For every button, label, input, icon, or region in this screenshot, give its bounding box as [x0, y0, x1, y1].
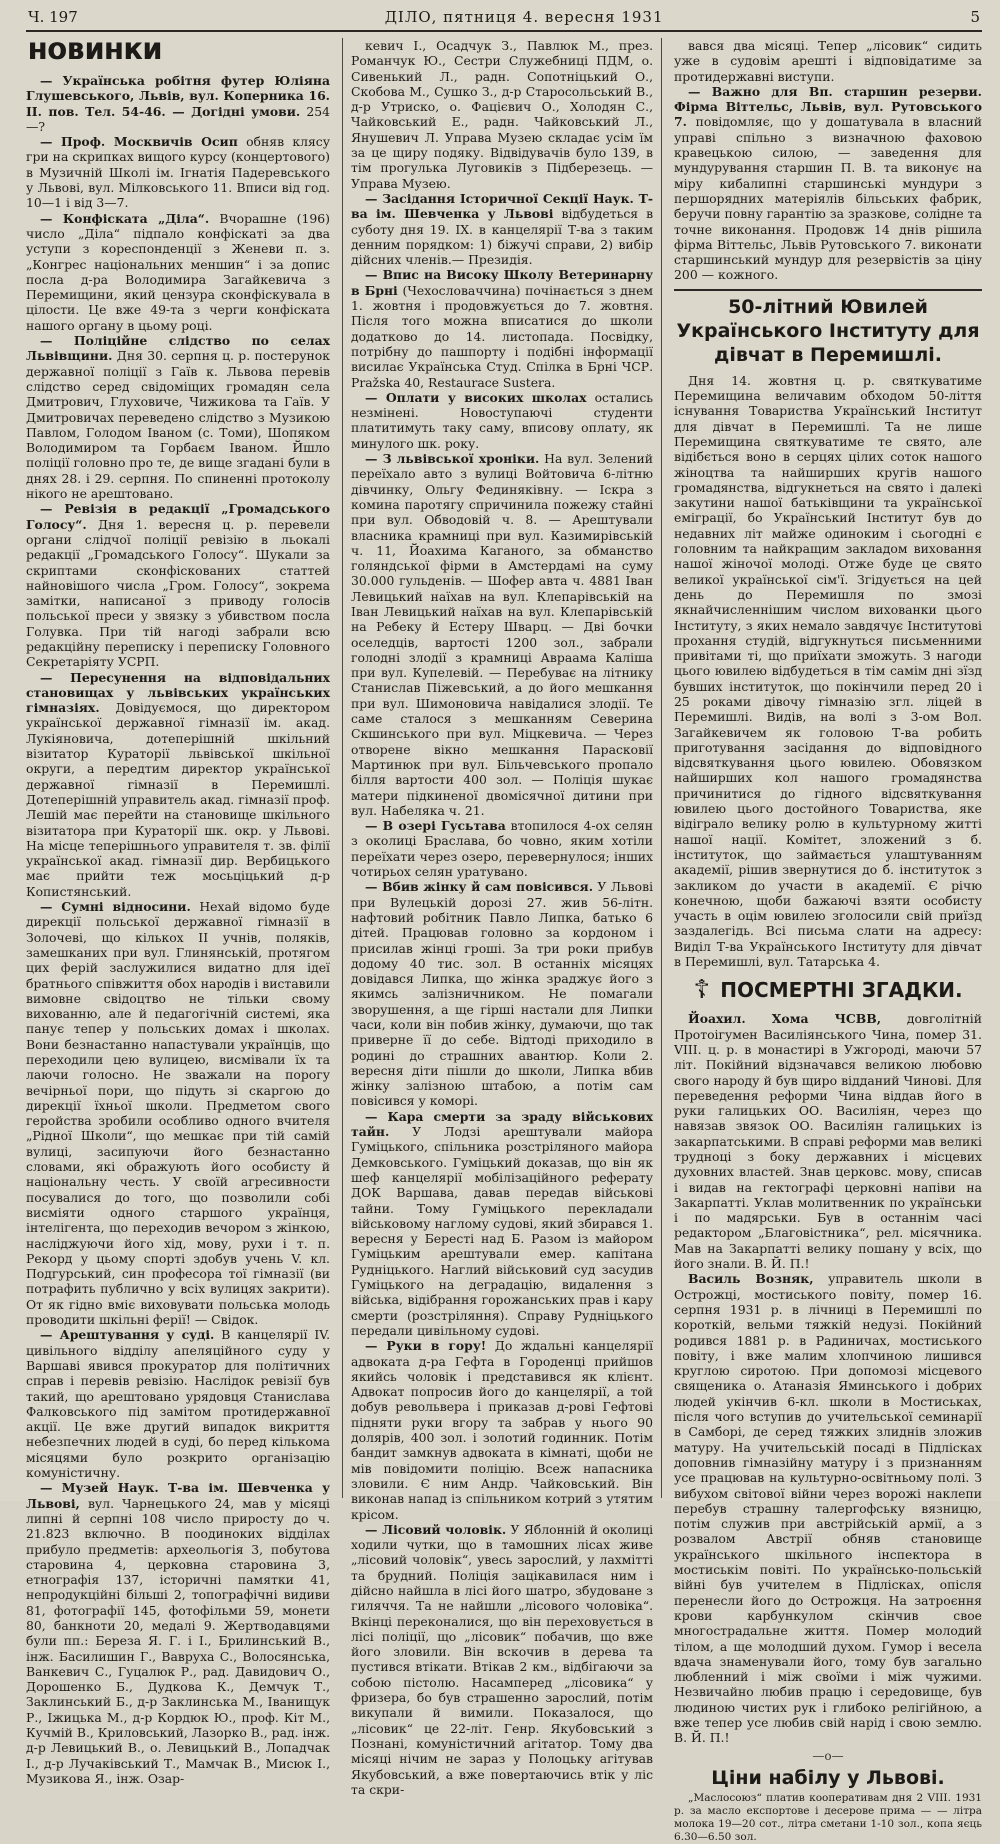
article-paragraph	[351, 1522, 653, 1797]
column-1	[26, 38, 331, 1786]
article-paragraph	[26, 501, 330, 669]
article-paragraph	[351, 879, 653, 1108]
article-headline: — Руки в гору!	[365, 1338, 487, 1354]
obituary-title: ПОСМЕРТНІ ЗГАДКИ.	[720, 978, 963, 1003]
article-text: повідомляє, що у дошатувала в власний управі спільно з визначною фаховою кравецькою силою, — заведення для мундурування старшин П. В. та виконує на міру кибалипні старшинські мундури з першорядних матеріялів більських фабрик, беручи повну гарантію за зразкове, солідне та точне виконання. Продовж 14 днів рішила фірма Віттельс, Львів Рутовського 7. виконати старшинський мундур для резервістів за ціну 200 — кожного.	[674, 114, 982, 283]
article-headline: — Лісовий чоловік.	[365, 1521, 507, 1537]
article-paragraph	[351, 1338, 653, 1522]
article-text: управитель школи в Острожці, мостиського повіту, помер 16. серпня 1931 р. в лічниці в Перемишлі по короткій, вельми тяжкій недузі. Покійний родився 1881 р. в Радиничах, мостиського повіту, і вже малим хлопчиною лишився круглою сиротою. При допомозі місцевого священика о. Атаназія Яминського і добрих людей укінчив 6-кл. школи в Мостиськах, після чого вступив до учительської семинарії в Самборі, де серед тяжких злиднів зложив матуру. На учительській посаді в Підлісках доповнив гімназійну матуру і з признанням усе працював на культурно-освітньому полі. З вибухом світової війни через ворожі наклепи перебув страшну талергофську вязницю, потім служив при австрійській армії, а з розвалом Австрії обняв становище українського шкільного інспектора в мостиськім повіті. По українсько-польській війні був учителем в Підлісках, опісля перенесли його до Острожця. На затроєння крови карбункулом скінчив свое многострадальне життя. Помер молодий тілом, а ще молодший духом. Гумор і весела вдача знаменували його, тому був загально любленний і між своїми і між чужими. Незвичайно любив працю і середовище, був людиною чистих рук і глибоко релігійною, а вже тепер усе любив свій нарід і свою землю. В. Й. П.!	[674, 1271, 982, 1746]
article-headline: — Засідання Історичної Секції Наук. Т-ва ім. Шевченка у Львові	[351, 190, 654, 222]
article-paragraph	[351, 267, 653, 389]
article-headline: — Конфіската „Діла“.	[40, 210, 210, 226]
jubilee-title: 50-літний Ювилей Українського Інституту для дівчат в Перемишлі.	[674, 289, 982, 367]
article-headline: Василь Возняк,	[688, 1271, 814, 1287]
article-paragraph	[26, 1327, 330, 1480]
article-text: (Чехословаччина) почінається з днем 1. жовтня і продовжується до 7. жовтня. Після того можна вписатися до школи додатково до 14. листопада. Посвідку, потрібну до пашпорту і подібні інформації висилає Українська Студ. Спілка в Брні ЧСР. Pražska 40, Restaurace Sustera.	[351, 282, 654, 390]
article-headline: — Пересунення на відповідальних становищах у львівських українських гімназіях.	[26, 669, 331, 716]
article-headline: — Оплати у високих школах	[365, 389, 587, 405]
issue-number: Ч. 197	[28, 8, 78, 26]
article-headline: — Поліційне слідство по селах Львівщини.	[26, 333, 331, 364]
article-paragraph	[26, 670, 330, 899]
orthodox-cross-icon: ☦	[693, 975, 711, 1006]
article-headline: — Українська робітня футер Юліяна Глушевського, Львів, вул. Коперника 16. II. пов. Тел. 54-46. — Догідні умови.	[26, 73, 331, 119]
separator-ornament: —o—	[812, 1748, 844, 1763]
article-headline: — Проф. Москвичів Осип	[40, 134, 238, 150]
article-headline: — З львівської хроніки.	[365, 451, 540, 467]
article-paragraph	[674, 1271, 982, 1745]
column-2	[342, 38, 662, 1797]
article-paragraph	[26, 211, 330, 333]
column-3-top-articles	[674, 38, 982, 283]
article-text: Дня 14. жовтня ц. р. святкуватиме Перемищина величавим обходом 50-ліття існування Товариства Український Інститут для дівчат в Перемишлі. Та не лише Перемищина святкуватиме те свято, але відібється воно в серцях цілих соток нашого жіноцтва та найширших кругів нашого громадянства, відгукнеться на свято і далекі закутини нашої батьківщини та української еміграції, бо Український Інститут був до недавних літ майже одиноким і сьогодні є головним та найкращим закладом виховання нашої жіночої молоді. Отже буде це свято великої української сім'ї. Згідується на цей день до Перемишля по змозі якнайчисленнішим числом вихованки цього Інституту, з яких немало завдячує Інститутові прохання студій, відгукнуться письменними привітами ті, що приїхати зможуть. З нагоди цього ювилею відбудеться в тім самім дні зїзд бувших інституток, що покінчили перед 20 і 25 роками дівочу гімназію згл. ліцей в Перемишлі. Видів, на волі з 3-ом Вол. Загайкевичем як головою Т-ва робить приготування засідання до відповідного відсвяткування цього ювилею. Обовязком найширших кол нашого громадянства причинитися до гідного відсвяткування ювилею цього достойного Товариства, яке відіграло велику ролю в культурному житті нашої нації. Комітет, зложений з б. інституток, що займається улаштуванням академії, рішив звернутися до б. інституток з закликом до участи в академії. Є річю конечною, щоби бажаючі взяти особисту участь в оцім ювилею зголосили свій приїзд заздалегідь. Всі письма слати на адресу: Виділ Т-ва Українського Інституту для дівчат в Перемишлі, вул. Татарська 4.	[674, 372, 982, 970]
news-section-title: НОВИНКИ	[28, 40, 163, 65]
article-text: У Львові при Вулецькій дорозі 27. жив 56-літн. нафтовий робітник Павло Липка, батько 6 дітей. Працював головно за кордоном і присилав жінці гроші. За три роки прибув додому 40 тис. зол. В останніх місяцях довідався Липка, що жінка зраджує його з якимсь залізничником. Не помагали зворушення, а ще гірші настали для Липки часи, коли він побив жінку, думаючи, що так приверне її до себе. Відтоді приходило в родині до страшних авантюр. Коли 2. вересня діти пішли до школи, Липка вбив жінку залізною штабою, а потім сам повісився у коморі.	[351, 879, 654, 1109]
article-paragraph	[351, 38, 653, 191]
article-text: У Лодзі арештували майора Гуміцького, спільника розстріляного майора Демковського. Гуміцький доказав, що він як шеф канцелярії мобілізаційного реферату ДОК Варшава, давав передав військові тайни. Тому Гуміцького перекладали військовому наглому судові, який збирався 1. вересня у Бересті над Б. Разом із майором Гуміцьким арештували емер. капітана Рудніцького. Наглий військовий суд засудив Гуміцького на деградацію, видалення з війська, відібрання горожанських прав і кару смерти (розстріляння). Справу Рудніцького передали цивільному судові.	[351, 1124, 654, 1338]
article-headline: — Кара смерти за зраду військових тайн.	[351, 1108, 654, 1140]
article-paragraph	[26, 333, 330, 501]
article-paragraph	[351, 818, 653, 879]
article-text: До ждальні канцелярії адвоката д-ра Гефта в Городенці прийшов якийсь чоловік і представився як клієнт. Адвокат попросив його до канцелярії, а той добув револьвера і приказав д-рові Гефтові підняти руки вгору та забрав у нього 90 долярів, 400 зол. і золотий годинник. Потім бандит замкнув адвоката в кімнаті, щоби не мів повідомити поліцію. Всеж напасника зловили. Є ним Андр. Чайковський. Він виконав напад із спільником котрий з утятим крісом.	[351, 1338, 654, 1522]
article-paragraph	[26, 899, 330, 1327]
article-paragraph	[26, 73, 330, 134]
article-paragraph	[674, 373, 982, 970]
article-text: В канцелярії IV. цивільного відділу апеляційного суду у Варшаві явився прокуратор для політичних справ і перевів ревізію. Наслідок ревізії був такий, що арештовано урядовця Станислава Фалковського під замітом протидержавної акції. Це вже другий випадок викриття небезпечних людей в суді, бо перед кількома місяцями було розкрито організацію комуністичну.	[26, 1327, 331, 1481]
article-paragraph	[674, 38, 982, 84]
article-text: Дня 1. вересня ц. р. перевели органи слідчої поліції ревізію в льокалі редакції „Громадського Голосу“. Шукали за скриптами сконфіскованих статтей найновішого числа „Гром. Голосу“, зокрема замітки, написаної з приводу голосів польської преси у звязку з убивством посла Голувка. При тій нагоді забрали всю редакційну переписку і переписку Головного Секретаріяту УСРП.	[26, 516, 331, 670]
article-text: вул. Чарнецького 24, мав у місяці липні й серпні 108 число приросту до ч. 21.823 включно. В поодиноких відділах прибуло предметів: археольогія 3, побутова старовина 4, церковна старовина 3, етнографія 137, історичні памятки 41, непродукційні більші 2, топографічні видиви 81, фотографії 145, фотофільми 59, монети 80, банкноти 20, медалі 9. Жертводавцями були пп.: Береза Я. Г. і І., Брилинський В., інж. Басилишин Г., Вавруха С., Волосянська, Ванкевич С., Гуцалюк Р., рад. Давидович О., Дорошенко Б., Дудкова К., Демчук Т., Заклинський Б., д-р Заклинська М., Іванищук Р., Іжицька М., д-р Кордюк Ю., проф. Кіт М., Кучмій В., Криловський, Лазорко В., рад. інж. д-р Левицький В., о. Левицький В., Лопадчак І., д-р Лучаківський Т., Мамчак В., Мисюк І., Музикова Я., інж. Озар-	[26, 1495, 331, 1786]
article-headline: — Вбив жінку й сам повісився.	[365, 879, 594, 895]
article-paragraph	[351, 1109, 653, 1338]
article-headline: — Ревізія в редакції „Громадського Голосу“.	[26, 501, 331, 532]
article-headline: — Важно для Вп. старшин резерви. Фірма Віттельс, Львів, вул. Рутовського 7.	[674, 83, 982, 130]
article-headline: — В озері Гусьтава	[365, 818, 506, 834]
prices-text: „Маслосоюз“ платив кооперативам дня 2 VIII. 1931 р. за масло експортове і десерове прима — — літра молока 19—20 сот., літра сметани 1-10 зол., копа яєць 6.30—6.50 зол.	[674, 1791, 982, 1843]
article-text: кевич І., Осадчук З., Павлюк М., през. Романчук Ю., Сестри Служебниці ПДМ, о. Сивенький Л., радн. Сопотніцький О., Скобова М., Сушко З., д-р Старосольський В., д-р Утриско, о. Фацієвич О., Холодян С., Чайковський Е., радн. Чайковський Л., Янушевич Л. Управа Музею складає усім їм за це щиру подяку. Відвідувачів було 139, в тім прогулька Луговиків з Підберезець. — Управа Музею.	[351, 38, 654, 191]
article-paragraph	[674, 1011, 982, 1271]
article-text: У Яблонній й околиці ходили чутки, що в тамошних лісах живе „лісовий чоловік“, увесь зарослий, у лахмітті та брудний. Поліція зацікавилася ним і дійсно найшла в лісі його шатро, збудоване з гиляччя. Та не найшли „лісового чоловіка“. Вкінці переконалися, що він переховується в лісі поліції, що „лісовик“ побачив, що вже його зловили. Він вскочив в дерева та пустився втікати. Втікав 2 км., відбігаючи за собою пістолю. Насамперед „лісовика“ у фризера, бо був страшенно зарослий, потім викупали й вимили. Показалося, що „лісовик“ це 22-літ. Генр. Якубовський з Познані, комуністичний агітатор. Тому два місяці нічим не зараз у Полоцьку агітував Якубовський, а вже повертаючись втік у ліс та скри-	[351, 1521, 654, 1797]
article-text: На вул. Зелений переїхало авто з вулиці Войтовича 6-літню дівчинку, Ольгу Фединяківну. — Іскра з комина паротягу спричинила пожежу стайні при вул. Обводовій ч. 8. — Арештували власника крамниці при вул. Казимирівській ч. 11, Йоахима Каганого, за обманство голяндської фірми в Амстердамі на суму 30.000 гульденів. — Шофер авта ч. 4881 Іван Левицький наїхав на вул. Клепарівській на Іван Левицький наїхав на вул. Клепарівській на Ребеку й Естеру Шварц. — Дві бочки оселедців, вартості 1200 зол., забрали голодні злодії з крамниці Авраама Каліша при вул. Купелевій. — Перебуває на літнику Станислав Піжевський, а до його мешкання при вул. Шимоновича навідалися злодії. Те саме сталося з мешканням Северина Скшинського при вул. Міцкевича. — Через отворене вікно мешкання Парасковії Мартинюк при вул. Більчевського пропало білля вартости 400 зол. — Поліція шукає матери підкиненої двомісячної дитини при вул. Набеляка ч. 21.	[351, 451, 654, 818]
article-paragraph	[674, 84, 982, 283]
article-paragraph	[26, 1480, 330, 1786]
masthead	[26, 8, 982, 32]
article-headline: — Впис на Високу Школу Ветеринарну в Брні	[351, 267, 654, 298]
article-text: Дня 30. серпня ц. р. постерунок державної поліції з Гаїв к. Львова перевів слідство серед свідоміщих громадян села Дмитрович, Глуховиче, Чижикова та Гаїв. У Дмитровичах переведено слідство з Музикою Павлом, Голодом Іваном (с. Томи), Шопяком Володимиром та Горбаєм Іваном. Йшло поліції головно про те, де вище згадані були в днях 28. і 29. серпня. По спиненні протоколу нікого не арештовано.	[26, 348, 331, 502]
article-text: відбудеться в суботу дня 19. IX. в канцелярії Т-ва з таким денним порядком: 1) біжучі справи, 2) вибір дійсних членів.— Президія.	[351, 206, 654, 268]
column-1-articles	[26, 73, 330, 1786]
article-paragraph	[26, 134, 330, 210]
article-text: обняв клясу гри на скрипках вищого курсу (концертового) в Музичній Школі ім. Ігнатія Падеревського у Львові, вул. Мілковського 11. Вписи від год. 10—1 і від 3—7.	[26, 134, 331, 211]
article-headline: Йоахил. Хома ЧСВВ,	[688, 1011, 882, 1027]
article-text: Нехай відомо буде дирекції польської державної гімназії в Золочеві, що кількох II учнів, поляків, замешканих при вул. Глинянській, протягом цих ферій заслужилися видатно для ідеї братнього співжиття обох народів і виставили вимовне свідоцтво не тільки свому вихованню, але й педагогічній системі, яка панує тепер у польських домах і школах. Вони безнастанно напастували українців, що переходили цею вулицею, висмівали їх та лаючи голосно. Не зважали на порогу вечірньої пори, що підуть зі скаргою до дирекції їхньої школи. Предметом свого геройства зробили особливо одного вчителя „Рідної Школи“, що мешкає при тій самій вулиці, засипуючи його безнастанно словами, які ображують його особисту й національну честь. У своїй агресивности посувалися до того, що позволили собі висміяти одного старшого українця, інтелігента, що переходив вечором з жінкою, насліджуючи його хід, мову, рухи і т. п. Рекорд у цьому спорті здобув учень V. кл. Подгурський, син професора тої гімназії (ви потрафить публично у всіх вулицях закрити). От як гідно вміє виховувати польська молодь проводити шкільні ферії! — Свідок.	[26, 899, 331, 1328]
article-headline: — Музей Наук. Т-ва ім. Шевченка у Львові,	[26, 1480, 331, 1511]
article-text: остались незмінені. Новоступаючі студенти платитимуть таку саму, вписову оплату, як минулого шк. року.	[351, 389, 654, 451]
page-number: 5	[970, 8, 980, 26]
article-text: втопилося 4-ох селян з околиці Браслава, бо човно, яким хотіли переїхати через озеро, перевернулося; інших чотирьох селян уратувано.	[351, 818, 654, 880]
prices-title: Ціни набілу у Львові.	[711, 1766, 945, 1789]
article-text: 254—?	[26, 103, 331, 134]
article-paragraph	[351, 191, 653, 267]
article-headline: — Сумні відносини.	[40, 899, 191, 915]
article-text: вався два місяці. Тепер „лісовик“ сидить уже в судовім арешті і відповідатиме за протидержавні виступи.	[674, 38, 982, 84]
article-text: довголітній Протоігумен Василіянського Чина, помер 31. VIII. ц. р. в монастирі в Ужгороді, маючи 57 літ. Покійний відзначався великою любовю свого народу й був щиро відданий Чинові. Для переведення реформи Чина віддав його в руки галицьких ОО. Василіян, через що навязав звязок ОО. Василіян галицьких із закарпатськими. В справі реформи мав великі трудноці з боку державних і місцевих духовних властей. Знав церковс. мову, списав і видав на гектографі церковні напіви на Закарпатті. Уклав молитвенник по українськи і по мадярськи. Був в останнім часі редактором „Благовістника“, рел. місячника. Мав на Закарпатті велику пошану у всіх, що його знали. В. Й. П.!	[674, 1011, 983, 1272]
newspaper-name-date: ДІЛО, пятниця 4. вересня 1931	[384, 8, 664, 26]
article-text: Вчорашне (196) число „Діла“ підпало конфіскаті за два уступи з кореспонденції з Женеви п. з. „Конгрес національних меншин“ і за допис посла д-ра Володимира Загайкевича з Перемищини, який цензура сконфіскувала в цілости. Це вже 49-та з черги конфіската нашого органу в цьому році.	[26, 210, 331, 333]
article-text: Довідуємося, що директором української державної гімназії ім. акад. Лукіяновича, дотеперішній шкільний візитатор Кураторії львівської шкільної округи, а передтим директор української державної гімназії в Перемишлі. Дотеперішній управитель акад. гімназії проф. Лешій має перейти на становище шкільного візитатора при Кураторії шк. окр. у Львові. На місце теперішнього управителя т. зв. філії української акад. гімназії дир. Вербицького має прийти теж мосьціцький д-р Копистянський.	[26, 700, 331, 899]
obituary-articles	[674, 1011, 982, 1745]
article-paragraph	[351, 451, 653, 818]
article-headline: — Арештування у суді.	[40, 1327, 215, 1343]
article-paragraph	[351, 390, 653, 451]
obituary-heading	[674, 975, 982, 1005]
jubilee-article	[674, 373, 982, 970]
column-2-articles	[351, 38, 653, 1797]
column-3	[674, 38, 983, 1843]
